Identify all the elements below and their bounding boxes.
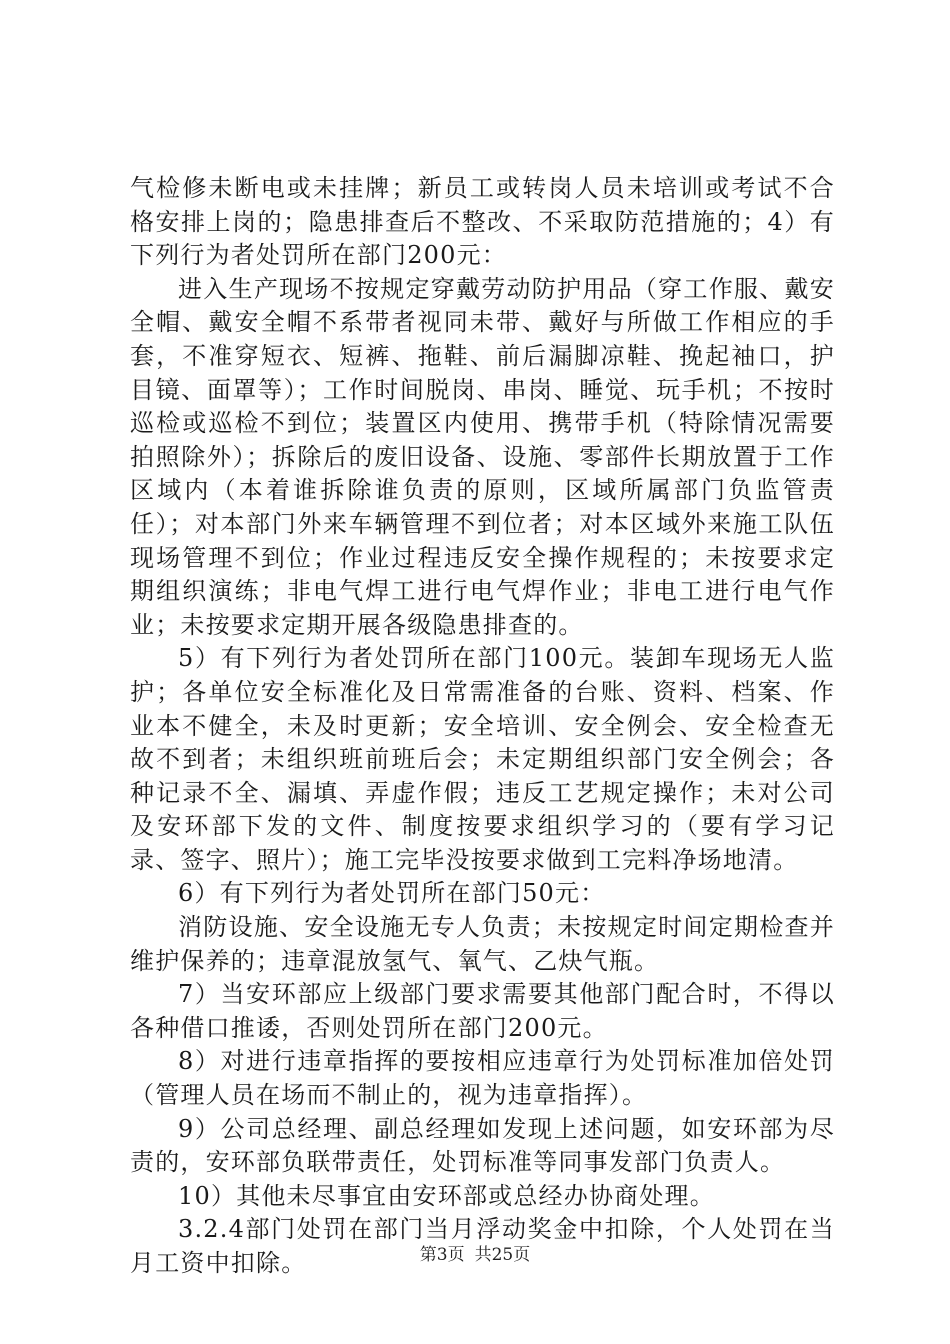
paragraph-item-7: 7）当安环部应上级部门要求需要其他部门配合时，不得以各种借口推诿，否则处罚所在部门200元。 <box>130 980 835 1042</box>
paragraph-50-yuan-items: 消防设施、安全设施无专人负责；未按规定时间定期检查并维护保养的；违章混放氢气、氧气、乙炔气瓶。 <box>130 913 835 975</box>
paragraph-200-yuan-items: 进入生产现场不按规定穿戴劳动防护用品（穿工作服、戴安全帽、戴安全帽不系带者视同未带、戴好与所做工作相应的手套，不准穿短衣、短裤、拖鞋、前后漏脚凉鞋、挽起袖口，护目镜、面罩等）；工作时间脱岗、串岗、睡觉、玩手机；不按时巡检或巡检不到位；装置区内使用、携带手机（特除情况需要拍照除外）；拆除后的废旧设备、设施、零部件长期放置于工作区域内（本着谁拆除谁负责的原则，区域所属部门负监管责任）；对本部门外来车辆管理不到位者；对本区域外来施工队伍现场管理不到位；作业过程违反安全操作规程的；未按要求定期组织演练；非电气焊工进行电气焊作业；非电工进行电气作业；未按要求定期开展各级隐患排查的。 <box>130 274 835 639</box>
document-body <box>130 172 835 1281</box>
paragraph-100-yuan-items: 5）有下列行为者处罚所在部门100元。装卸车现场无人监护；各单位安全标准化及日常需准备的台账、资料、档案、作业本不健全，未及时更新；安全培训、安全例会、安全检查无故不到者；未组织班前班后会；未定期组织部门安全例会；各种记录不全、漏填、弄虚作假；违反工艺规定操作；未对公司及安环部下发的文件、制度按要求组织学习的（要有学习记录、签字、照片）；施工完毕没按要求做到工完料净场地清。 <box>130 644 835 874</box>
page-number: 第3页 <box>419 1245 465 1265</box>
paragraph-item-8: 8）对进行违章指挥的要按相应违章行为处罚标准加倍处罚（管理人员在场而不制止的，视为违章指挥）。 <box>130 1047 835 1110</box>
page-footer <box>0 1245 950 1265</box>
paragraph-continuation: 气检修未断电或未挂牌；新员工或转岗人员未培训或考试不合格安排上岗的；隐患排查后不整改、不采取防范措施的；4）有下列行为者处罚所在部门200元： <box>130 174 835 270</box>
page-total: 共25页 <box>474 1245 531 1265</box>
paragraph-3-2-4: 3.2.4部门处罚在部门当月浮动奖金中扣除，个人处罚在当月工资中扣除。 <box>130 1215 835 1277</box>
paragraph-item-9: 9）公司总经理、副总经理如发现上述问题，如安环部为尽责的，安环部负联带责任，处罚标准等同事发部门负责人。 <box>130 1114 835 1177</box>
paragraph-50-yuan-heading: 6）有下列行为者处罚所在部门50元： <box>178 879 606 908</box>
paragraph-item-10: 10）其他未尽事宜由安环部或总经办协商处理。 <box>178 1181 715 1210</box>
